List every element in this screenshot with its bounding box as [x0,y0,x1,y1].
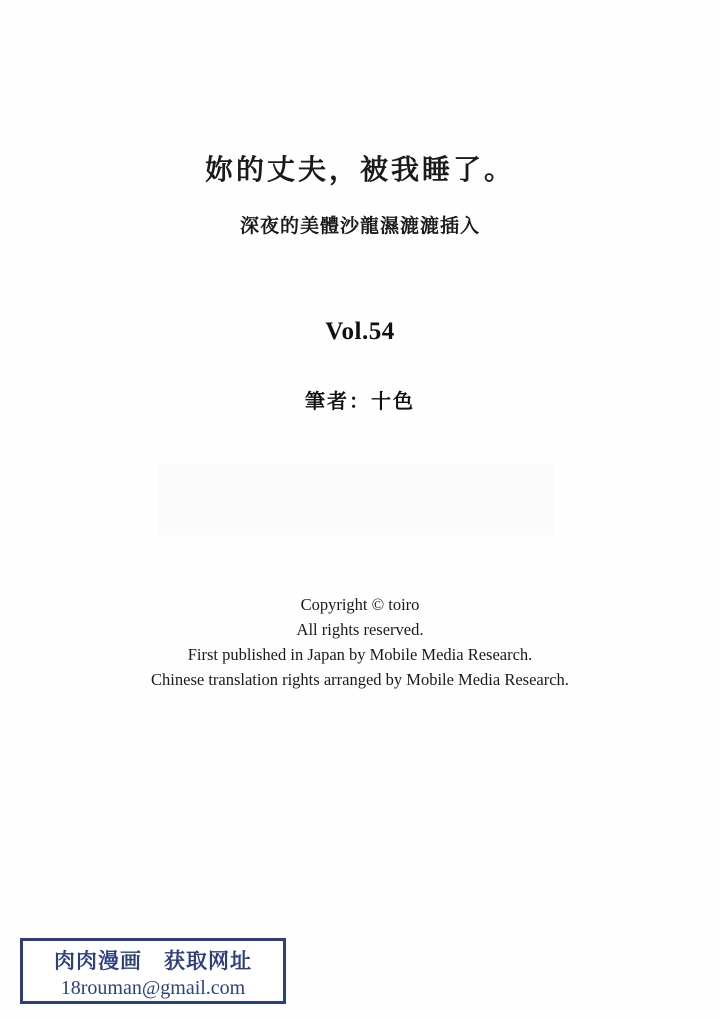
watermark-site-name: 肉肉漫画 获取网址 [54,949,252,973]
copyright-line-1: Copyright © toiro [300,595,420,614]
author-label: 筆者：十色 [305,389,415,413]
copyright-line-2: All rights reserved. [296,620,424,639]
copyright-line-4: Chinese translation rights arranged by Mobile Media Research. [151,670,569,689]
page-subtitle: 深夜的美體沙龍濕漉漉插入 [239,215,480,238]
decorative-band [158,463,554,535]
title-block [0,150,720,238]
volume-label: Vol.54 [325,318,395,345]
copyright-line-3: First published in Japan by Mobile Media Research. [187,645,533,664]
copyright-block [0,592,720,692]
watermark-badge [20,938,286,1004]
watermark-email: 18rouman@gmail.com [60,977,246,999]
page-title: 妳的丈夫，被我睡了。 [204,153,515,186]
